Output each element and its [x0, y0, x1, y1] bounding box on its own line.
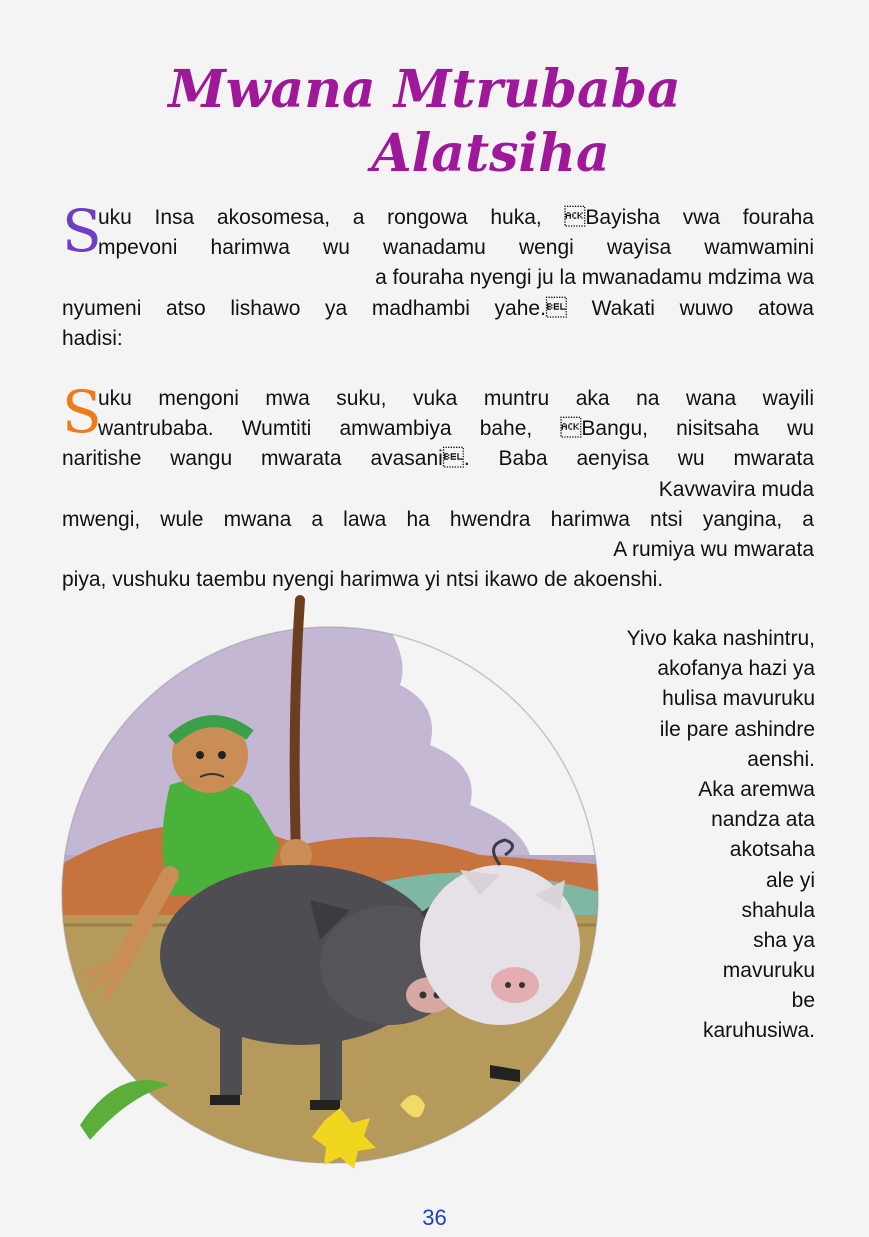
paragraph-1: [62, 197, 814, 354]
text-line: a fouraha nyengi ju la mwanadamu mdzima wa: [375, 266, 814, 290]
text-line: wantrubaba. Wumtiti amwambiya bahe, Bangu, nisitsaha wu: [98, 417, 814, 441]
page-number: 36: [422, 1205, 447, 1230]
text-line: A rumiya wu mwarata: [613, 537, 814, 561]
text-line: Aka aremwa: [698, 777, 815, 801]
text-line: akofanya hazi ya: [657, 657, 815, 681]
text-line: be: [791, 989, 815, 1013]
text-line: mwengi, wule mwana a lawa ha hwendra harimwa ntsi yangina, a: [62, 507, 814, 531]
page-title-line-2: Alatsiha: [371, 123, 610, 184]
side-column-text: [575, 624, 815, 1047]
text-line: nyumeni atso lishawo ya madhambi yahe. Wakati wuwo atowa: [62, 296, 814, 320]
text-line: mavuruku: [722, 959, 815, 983]
text-line: ale yi: [765, 868, 815, 892]
text-line: uku Insa akosomesa, a rongowa huka, Bayisha vwa fouraha: [98, 206, 814, 229]
paragraph-2: [62, 378, 814, 595]
text-line: shahula: [741, 898, 815, 922]
text-line: akotsaha: [729, 838, 815, 862]
page-title-line-1: Mwana Mtrubaba: [168, 59, 681, 120]
text-line: Kavwavira muda: [658, 477, 814, 501]
text-line: mpevoni harimwa wu wanadamu wengi wayisa wamwamini: [98, 236, 814, 260]
text-line: piya, vushuku taembu nyengi harimwa yi ntsi ikawo de akoenshi.: [62, 568, 664, 592]
text-line: hulisa mavuruku: [662, 687, 815, 711]
text-line: hadisi:: [62, 326, 123, 350]
drop-cap: S: [62, 197, 102, 265]
text-line: naritishe wangu mwarata avasani. Baba aenyisa wu mwarata: [62, 447, 814, 471]
text-line: Yivo kaka nashintru,: [626, 627, 815, 650]
story-illustration: [60, 595, 610, 1175]
text-line: aenshi.: [747, 747, 815, 771]
text-line: nandza ata: [711, 808, 815, 832]
text-line: uku mengoni mwa suku, vuka muntru aka na wana wayili: [98, 387, 814, 410]
text-line: sha ya: [753, 928, 815, 952]
text-line: ile pare ashindre: [659, 717, 815, 741]
text-line: karuhusiwa.: [702, 1019, 815, 1043]
drop-cap: S: [62, 378, 102, 446]
